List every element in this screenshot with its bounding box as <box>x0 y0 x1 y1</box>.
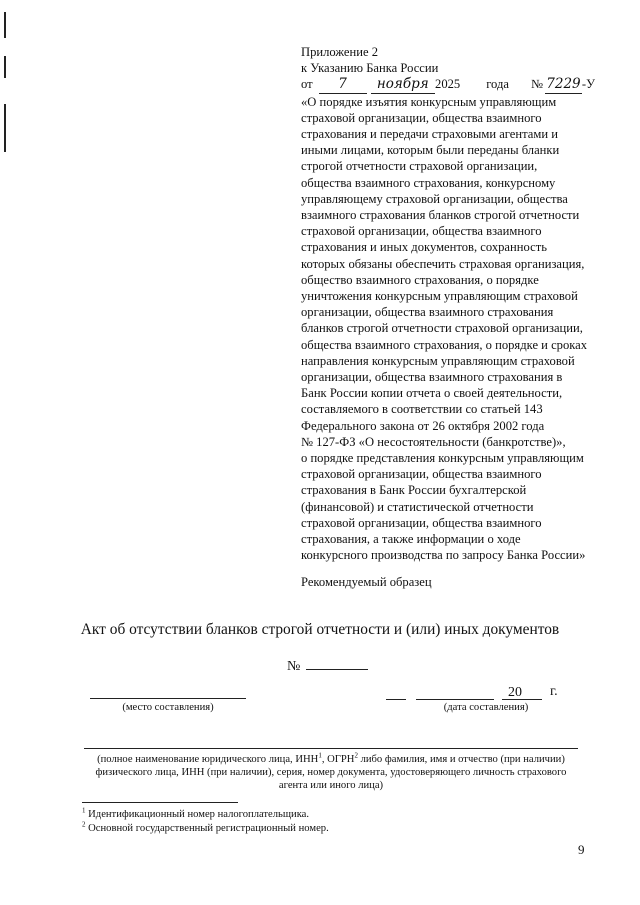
org-caption-line2: физического лица, ИНН (при наличии), серия, номер документа, удостоверяющего личность страхового <box>95 767 567 779</box>
from-word: от <box>301 77 313 92</box>
annex-line: (финансовой) и статистической отчетности <box>301 499 534 514</box>
scan-mark <box>4 12 6 38</box>
annex-line: составляемого в соответствии со статьей 143 <box>301 402 543 417</box>
annex-line: конкурсного производства по запросу Банка России» <box>301 548 586 563</box>
handwritten-day: 7 <box>319 76 367 93</box>
annex-line: организации, общества взаимного страхования в <box>301 370 563 385</box>
annex-line: уничтожения конкурсным управляющим страховой <box>301 289 578 304</box>
org-caption-line3: агента или иного лица) <box>278 780 384 792</box>
footnote-rule <box>82 802 238 803</box>
annex-line: взаимного страхования бланков строгой отчетности <box>301 208 580 223</box>
annex-line: общества взаимного страхования, о порядке и сроках <box>301 337 588 352</box>
handwritten-number: 7229 <box>546 76 581 93</box>
scan-mark <box>4 56 6 78</box>
annex-line: страхования и передачи страховыми агентами и <box>301 127 558 142</box>
annex-line: страховой организации, общества взаимного <box>301 515 542 530</box>
annex-line: Банк России копии отчета о своей деятельности, <box>301 386 563 401</box>
place-blank-line <box>90 698 246 699</box>
org-blank-line <box>84 748 578 749</box>
annex-line: управляющему страховой организации, общества <box>301 191 568 206</box>
annex-line: иными лицами, которым были переданы бланки <box>301 143 560 158</box>
number-suffix: -У <box>581 77 595 92</box>
annex-order-ref: к Указанию Банка России <box>301 61 439 76</box>
annex-title: Приложение 2 <box>301 45 379 59</box>
annex-line: страховой организации, общества взаимного <box>301 467 542 482</box>
day-blank <box>386 685 406 700</box>
annex-line: страхования, а также информации о ходе <box>301 532 521 547</box>
org-caption-line1: (полное наименование юридического лица, ИНН$^1$, ОГРН$^2$ либо фамилия, имя и отчество (при наличии) <box>97 751 565 765</box>
handwritten-month: ноября <box>371 76 435 93</box>
annex-line: строгой отчетности страховой организации, <box>301 159 538 174</box>
annex-line: направления конкурсным управляющим страховой <box>301 353 575 368</box>
act-number-row <box>287 655 368 675</box>
month-blank <box>416 685 494 700</box>
century-field <box>502 685 524 700</box>
annex-line: страховой организации, общества взаимного <box>301 110 542 125</box>
annex-line: страховой организации, общества взаимного <box>301 224 542 239</box>
number-sign: № <box>531 77 544 92</box>
org-caption <box>82 753 580 793</box>
annex-line: общества взаимного страхования, конкурсному <box>301 175 556 190</box>
annex-line: о порядке представления конкурсным управляющим <box>301 451 584 466</box>
annex-line: № 127-ФЗ «О несостоятельности (банкротстве)», <box>301 434 566 449</box>
year-suffix: г. <box>550 684 558 699</box>
century: 20 <box>508 685 522 700</box>
annex-line: бланков строгой отчетности страховой организации, <box>301 321 583 336</box>
year-word: года <box>486 77 509 92</box>
act-number-sign: № <box>287 659 301 674</box>
annex-line: общество взаимного страхования, о порядке <box>301 272 539 287</box>
place-caption: (место составления) <box>122 702 214 713</box>
recommended-sample-label: Рекомендуемый образец <box>301 575 432 589</box>
annex-order-title <box>301 94 595 564</box>
annex-header <box>301 44 595 564</box>
annex-line: организации, общества взаимного страхования <box>301 305 554 320</box>
annex-line: Федерального закона от 26 октября 2002 года <box>301 418 545 433</box>
footnote-1: $^1$ Идентификационный номер налогоплательщика. <box>82 806 310 820</box>
year-blank <box>524 685 542 700</box>
annex-line: «О порядке изъятия конкурсным управляющим <box>301 94 557 109</box>
annex-line: страхования и иных документов, сохранность <box>301 240 547 255</box>
page-number: 9 <box>578 842 585 857</box>
annex-line: которых обязаны обеспечить страховая организация, <box>301 256 585 271</box>
year: 2025 <box>435 77 461 92</box>
act-title: Акт об отсутствии бланков строгой отчетности и (или) иных документов <box>80 621 560 638</box>
annex-line: страхования в Банк России бухгалтерской <box>301 483 527 498</box>
annex-date-row <box>301 76 595 93</box>
scan-mark <box>4 104 6 152</box>
act-number-blank <box>306 655 368 670</box>
date-caption: (дата составления) <box>443 702 529 713</box>
date-blanks <box>386 684 558 700</box>
footnote-2: $^2$ Основной государственный регистрационный номер. <box>82 820 329 834</box>
